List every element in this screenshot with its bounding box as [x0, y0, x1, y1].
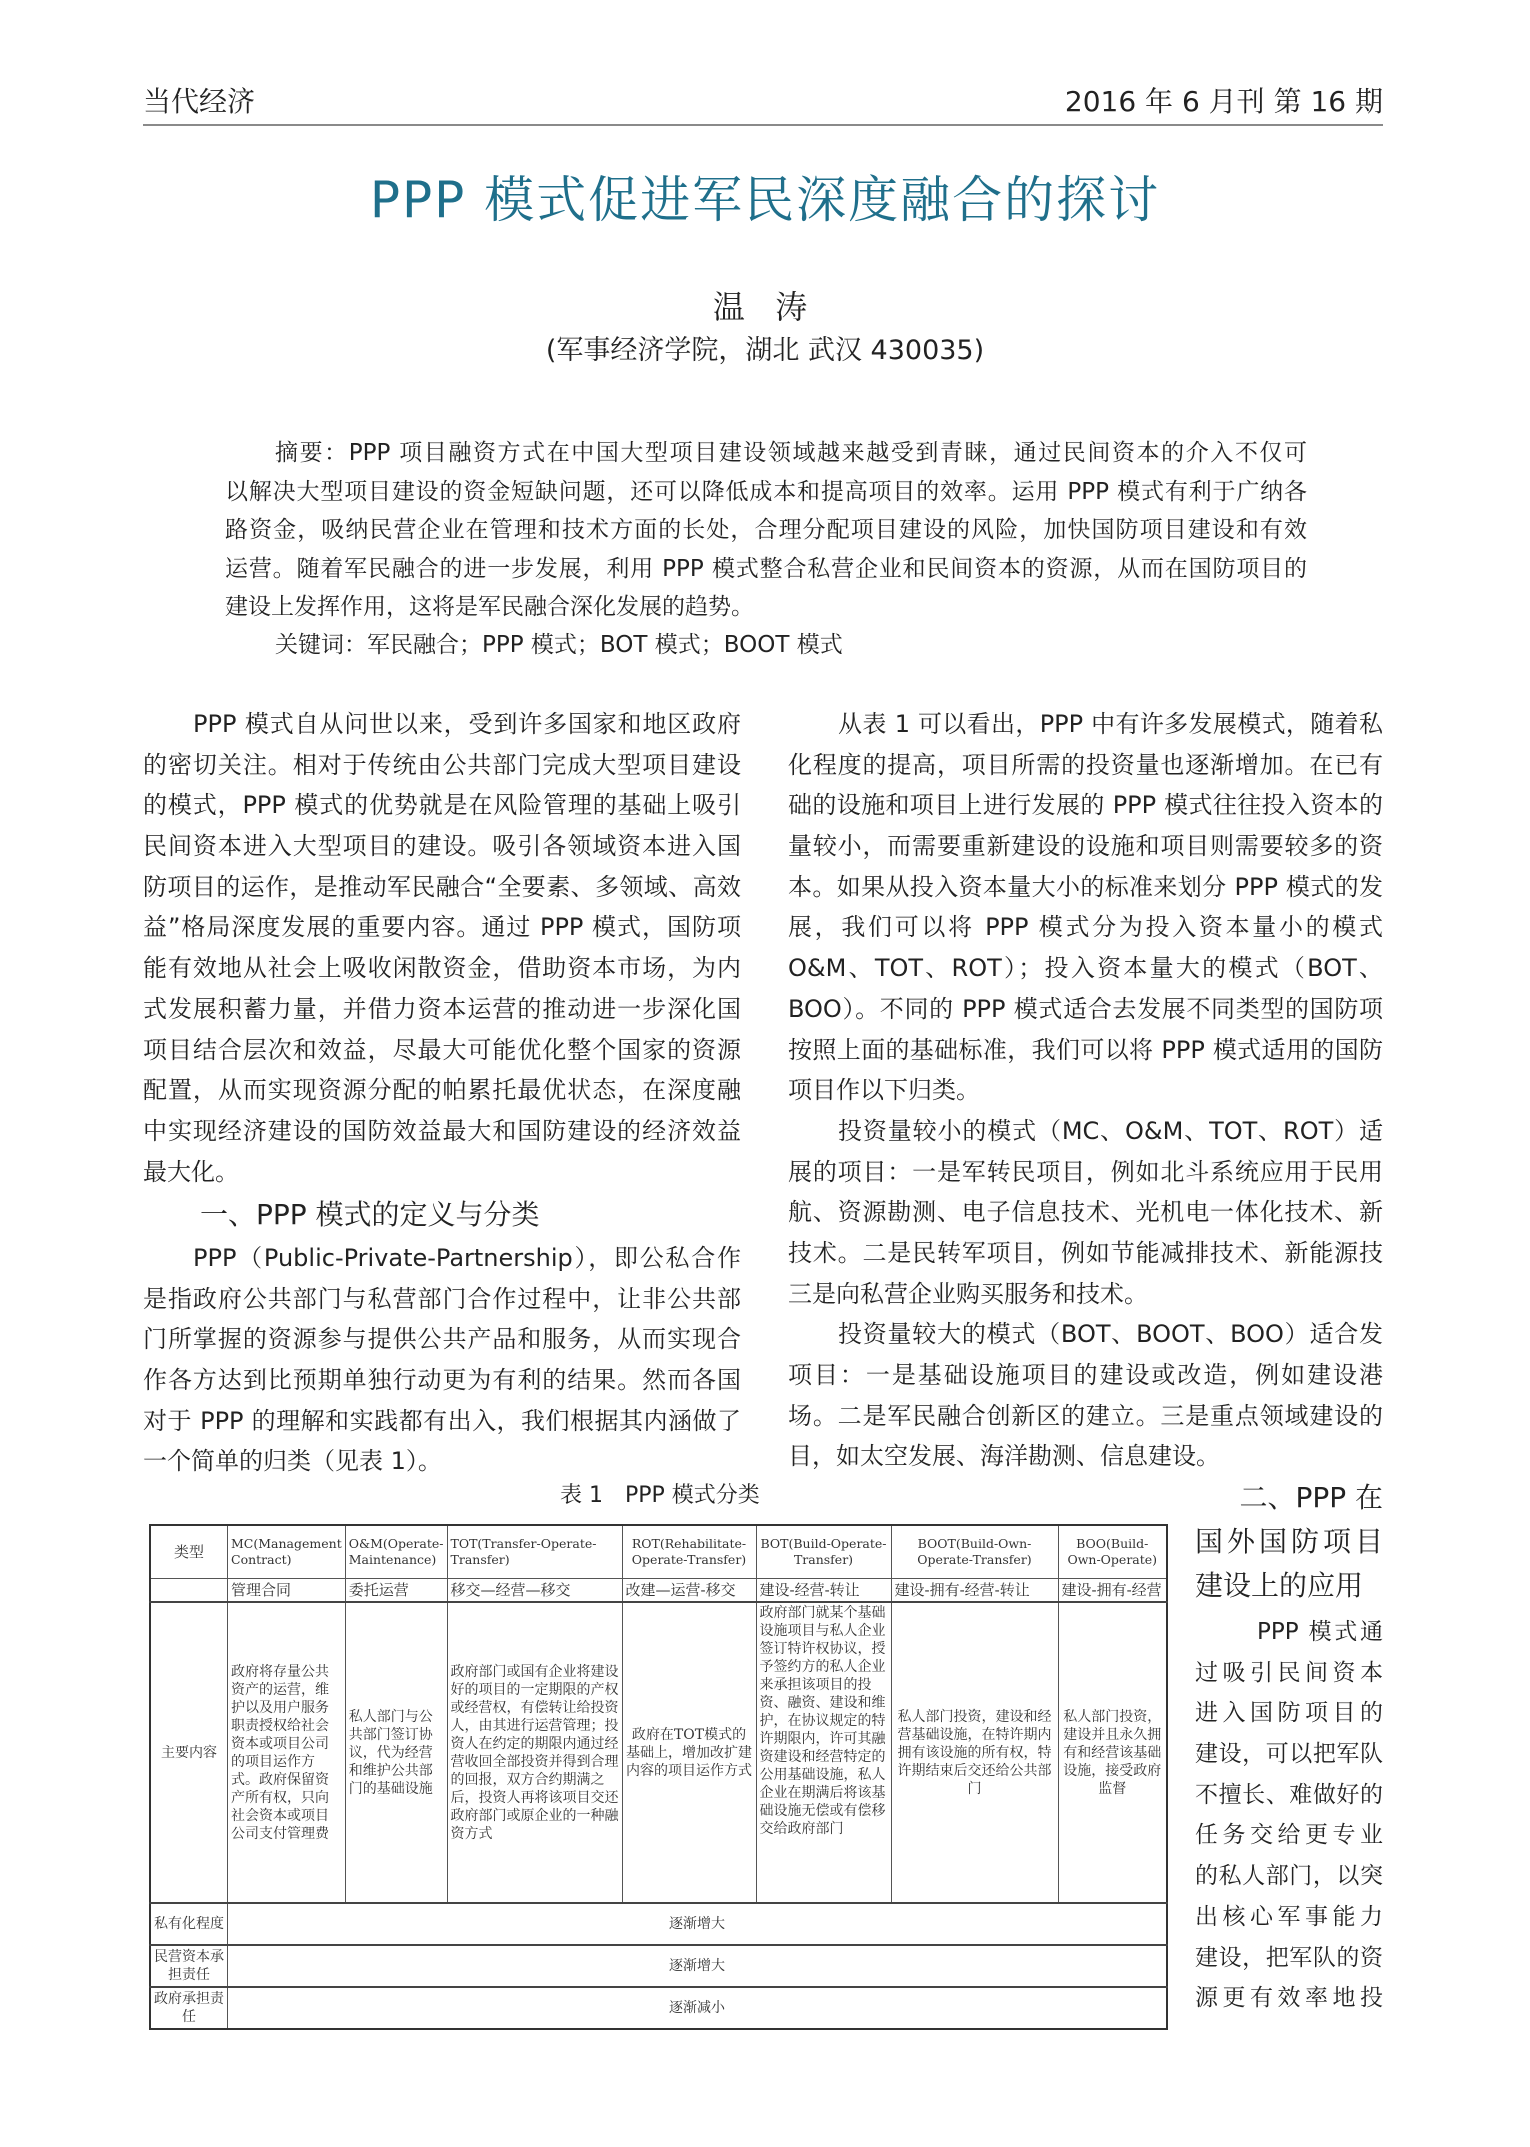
text-line: 础的设施和项目上进行发展的 PPP 模式往往投入资本的 [788, 791, 1383, 820]
text-line: 源更有效率地投 [1195, 1985, 1383, 2012]
table-cell: 管理合同 [228, 1579, 346, 1603]
text-line: 中实现经济建设的国防效益最大和国防建设的经济效益 [143, 1116, 741, 1145]
text-line: 摘要：PPP 项目融资方式在中国大型项目建设领域越来越受到青睐，通过民间资本的介入不仅可 [275, 440, 1307, 466]
text-line: 展，我们可以将 PPP 模式分为投入资本量小的模式 [788, 913, 1383, 942]
body-paragraph-2 [143, 1238, 741, 1482]
keywords: 关键词：军民融合；PPP 模式；BOT 模式；BOOT 模式 [275, 632, 843, 658]
text-line: 最大化。 [143, 1157, 239, 1186]
table-cell: 逐渐增大 [228, 1903, 1168, 1945]
table-cell: 建设-拥有-经营-转让 [891, 1579, 1058, 1603]
table-cell: 私人部门投资，建设和经营基础设施，在特许期内拥有该设施的所有权，特许期结束后交还给公共部门 [891, 1602, 1058, 1903]
text-line: 项目作以下归类。 [788, 1076, 980, 1105]
table-header-cell: O&M(Operate-Maintenance) [345, 1525, 447, 1579]
text-line: 场。二是军民融合创新区的建立。三是重点领域建设的 [788, 1401, 1383, 1430]
table-cell: 委托运营 [345, 1579, 447, 1603]
heading-line: 二、PPP 在 [1239, 1481, 1383, 1514]
text-line: 项目结合层次和效益，尽最大可能优化整个国家的资源 [143, 1035, 741, 1064]
text-line: PPP 模式通 [1257, 1619, 1383, 1645]
text-line: 防项目的运作，是推动军民融合“全要素、多领域、高效 [143, 872, 741, 901]
text-line: 进入国防项目的 [1195, 1700, 1383, 1727]
table-header-cell: ROT(Rehabilitate-Operate-Transfer) [622, 1525, 756, 1579]
table-cell: 私人部门与公共部门签订协议，代为经营和维护公共部门的基础设施 [345, 1602, 447, 1903]
text-line: 路资金，吸纳民营企业在管理和技术方面的长处，合理分配项目建设的风险，加快国防项目建设和有效 [225, 517, 1307, 543]
table-cell: 政府部门就某个基础设施项目与私人企业签订特许权协议，授予签约方的私人企业来承担该项目的投资、融资、建设和维护，在协议规定的特许期限内，许可其融资建设和经营特定的公用基础设施，私人企业在期满后将该基础设施无偿或有偿移交给政府部门 [756, 1602, 891, 1903]
heading-line: 建设上的应用 [1195, 1569, 1364, 1602]
text-line: 建设，可以把军队 [1195, 1741, 1383, 1768]
text-line: 配置，从而实现资源分配的帕累托最优状态，在深度融 [143, 1076, 741, 1105]
table-summary-row [150, 1903, 1167, 1945]
text-line: O&M、TOT、ROT）；投入资本量大的模式（BOT、 [788, 954, 1383, 983]
text-line: 的密切关注。相对于传统由公共部门完成大型项目建设 [143, 750, 741, 779]
table-row-label: 民营资本承担责任 [150, 1945, 228, 1987]
text-line: 作各方达到比预期单独行动更为有利的结果。然而各国 [143, 1366, 741, 1395]
table-row-label: 政府承担责任 [150, 1987, 228, 2029]
sidebar-paragraph [1195, 1612, 1383, 2019]
table-header-row [150, 1525, 1167, 1579]
table-cell: 逐渐增大 [228, 1945, 1168, 1987]
table-row-label: 私有化程度 [150, 1903, 228, 1945]
journal-name: 当代经济 [143, 85, 256, 118]
text-line: 投资量较小的模式（MC、O&M、TOT、ROT）适 [838, 1116, 1383, 1145]
affiliation: (军事经济学院，湖北 武汉 430035) [545, 335, 985, 366]
table-cell: 政府在TOT模式的基础上，增加改扩建内容的项目运作方式 [622, 1602, 756, 1903]
body-paragraph [788, 1314, 1383, 1477]
text-line: 能有效地从社会上吸收闲散资金，借助资本市场，为内 [143, 954, 741, 983]
table-header-cell: TOT(Transfer-Operate-Transfer) [447, 1525, 622, 1579]
table-header-cell: BOOT(Build-Own-Operate-Transfer) [891, 1525, 1058, 1579]
table-cell: 建设-拥有-经营 [1058, 1579, 1167, 1603]
text-line: 量较小，而需要重新建设的设施和项目则需要较多的资 [788, 832, 1383, 861]
body-paragraph-1 [143, 704, 741, 1192]
header-divider [143, 124, 1383, 126]
text-line: BOO）。不同的 PPP 模式适合去发展不同类型的国防项 [788, 994, 1383, 1023]
text-line: 对于 PPP 的理解和实践都有出入，我们根据其内涵做了 [143, 1406, 741, 1435]
table-caption: 表 1 PPP 模式分类 [560, 1483, 760, 1508]
table-header-cell: MC(Management Contract) [228, 1525, 346, 1579]
text-line: 建设上发挥作用，这将是军民融合深化发展的趋势。 [225, 594, 754, 620]
text-line: 一个简单的归类（见表 1）。 [143, 1447, 442, 1476]
text-line: 本。如果从投入资本量大小的标准来划分 PPP 模式的发 [788, 872, 1383, 901]
table-cell: 移交—经营—移交 [447, 1579, 622, 1603]
text-line: 出核心军事能力 [1195, 1903, 1383, 1930]
table-cell [150, 1579, 228, 1603]
table-cell: 政府部门或国有企业将建设好的项目的一定期限的产权或经营权，有偿转让给投资人，由其进行运营管理；投资人在约定的期限内通过经营收回全部投资并得到合理的回报，双方合约期满之后，投资人再将该项目交还政府部门或原企业的一种融资方式 [447, 1602, 622, 1903]
table-name-row [150, 1579, 1167, 1603]
text-line: 展的项目：一是军转民项目，例如北斗系统应用于民用 [788, 1157, 1383, 1186]
body-paragraph [788, 704, 1383, 1111]
text-line: 是指政府公共部门与私营部门合作过程中，让非公共部 [143, 1284, 741, 1313]
text-line: 不擅长、难做好的 [1195, 1781, 1383, 1808]
text-line: 从表 1 可以看出，PPP 中有许多发展模式，随着私 [838, 710, 1383, 738]
text-line: 民间资本进入大型项目的建设。吸引各领域资本进入国 [143, 832, 741, 861]
ppp-model-table [149, 1524, 1168, 2030]
text-line: PPP 模式自从问世以来，受到许多国家和地区政府 [193, 710, 741, 738]
text-line: 门所掌握的资源参与提供公共产品和服务，从而实现合 [143, 1325, 741, 1354]
text-line: 以解决大型项目建设的资金短缺问题，还可以降低成本和提高项目的效率。运用 PPP 模式有利于广纳各 [225, 478, 1307, 505]
article-title: PPP 模式促进军民深度融合的探讨 [369, 171, 1161, 229]
table-content-row [150, 1602, 1167, 1903]
text-line: 按照上面的基础标准，我们可以将 PPP 模式适用的国防 [788, 1035, 1383, 1064]
text-line: 目，如太空发展、海洋勘测、信息建设。 [788, 1442, 1220, 1471]
table-summary-row [150, 1987, 1167, 2029]
text-line: 三是向私营企业购买服务和技术。 [788, 1279, 1148, 1308]
table-row-label: 主要内容 [150, 1602, 228, 1903]
issue-info: 2016 年 6 月刊 第 16 期 [1064, 85, 1383, 118]
text-line: PPP（Public-Private-Partnership），即公私合作 [193, 1244, 741, 1272]
table-summary-row [150, 1945, 1167, 1987]
table-cell: 逐渐减小 [228, 1987, 1168, 2029]
abstract [225, 434, 1307, 627]
text-line: 化程度的提高，项目所需的投资量也逐渐增加。在已有 [788, 750, 1383, 779]
text-line: 投资量较大的模式（BOT、BOOT、BOO）适合发 [838, 1320, 1383, 1349]
author: 温 涛 [712, 288, 818, 326]
body-paragraph [788, 1111, 1383, 1314]
section-heading-1: 一、PPP 模式的定义与分类 [200, 1198, 540, 1231]
table-cell: 建设-经营-转让 [756, 1579, 891, 1603]
text-line: 航、资源勘测、电子信息技术、光机电一体化技术、新 [788, 1198, 1383, 1227]
text-line: 式发展积蓄力量，并借力资本运营的推动进一步深化国 [143, 994, 741, 1023]
section-heading-2 [1195, 1476, 1383, 1608]
text-line: 建设，把军队的资 [1195, 1944, 1383, 1971]
table-header-cell: BOO(Build-Own-Operate) [1058, 1525, 1167, 1579]
text-line: 运营。随着军民融合的进一步发展，利用 PPP 模式整合私营企业和民间资本的资源，从而在国防项目的 [225, 555, 1307, 582]
text-line: 技术。二是民转军项目，例如节能减排技术、新能源技 [788, 1238, 1383, 1267]
text-line: 的私人部门，以突 [1195, 1863, 1383, 1890]
right-column [788, 704, 1383, 1477]
table-cell: 政府将存量公共资产的运营，维护以及用户服务职责授权给社会资本或项目公司的项目运作方式。政府保留资产所有权，只向社会资本或项目公司支付管理费 [228, 1602, 346, 1903]
text-line: 过吸引民间资本 [1195, 1659, 1383, 1686]
text-line: 益”格局深度发展的重要内容。通过 PPP 模式，国防项 [143, 913, 741, 942]
text-line: 的模式，PPP 模式的优势就是在风险管理的基础上吸引 [143, 791, 741, 820]
table-header-cell: BOT(Build-Operate-Transfer) [756, 1525, 891, 1579]
text-line: 项目：一是基础设施项目的建设或改造，例如建设港 [788, 1361, 1383, 1389]
table-cell: 改建—运营-移交 [622, 1579, 756, 1603]
heading-line: 国外国防项目 [1195, 1525, 1383, 1558]
table-header-cell: 类型 [150, 1525, 228, 1579]
table-cell: 私人部门投资，建设并且永久拥有和经营该基础设施，接受政府监督 [1058, 1602, 1167, 1903]
text-line: 任务交给更专业 [1195, 1822, 1383, 1849]
